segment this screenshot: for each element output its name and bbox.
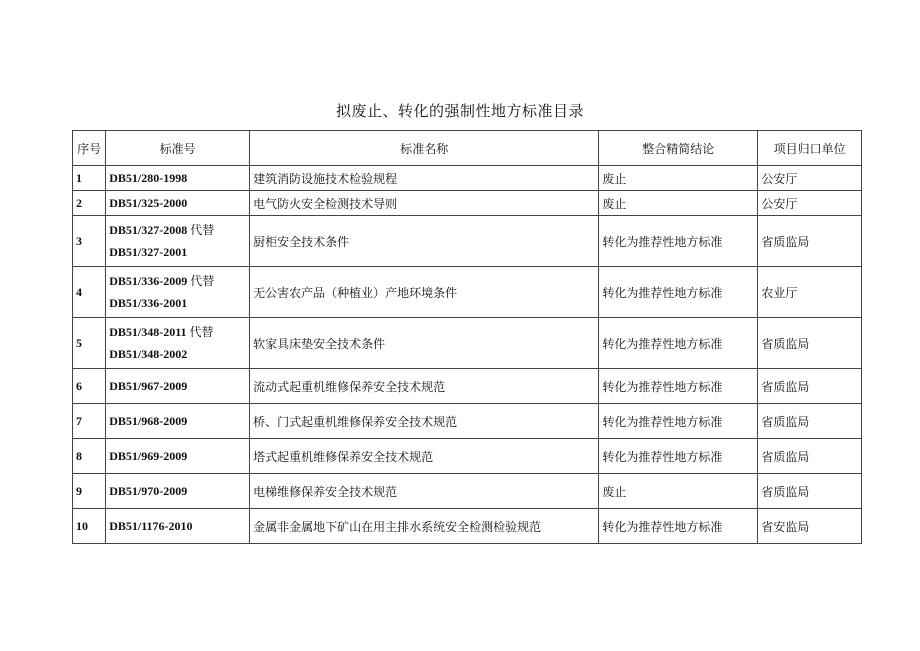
cell-standard-number [106,166,250,191]
standard-number: DB51/327-2008 [109,223,188,237]
cell-conclusion: 转化为推荐性地方标准 [599,369,758,404]
cell-conclusion: 转化为推荐性地方标准 [599,509,758,544]
cell-standard-name: 桥、门式起重机维修保养安全技术规范 [250,404,599,439]
table-row [73,216,862,267]
cell-standard-number [106,216,250,267]
cell-unit: 省质监局 [758,474,862,509]
cell-no: 6 [73,369,106,404]
standard-number: DB51/280-1998 [109,171,188,185]
table-row [73,318,862,369]
cell-standard-name: 金属非金属地下矿山在用主排水系统安全检测检验规范 [250,509,599,544]
cell-unit: 省质监局 [758,369,862,404]
cell-unit: 公安厅 [758,191,862,216]
standard-number: DB51/1176-2010 [109,519,193,533]
table-row [73,267,862,318]
table-row [73,369,862,404]
cell-standard-name: 电梯维修保养安全技术规范 [250,474,599,509]
cell-unit: 省质监局 [758,439,862,474]
cell-standard-number [106,369,250,404]
cell-unit: 省安监局 [758,509,862,544]
standard-number: DB51/967-2009 [109,379,188,393]
table-row [73,404,862,439]
cell-standard-name: 无公害农产品（种植业）产地环境条件 [250,267,599,318]
cell-standard-name: 流动式起重机维修保养安全技术规范 [250,369,599,404]
cell-standard-number [106,191,250,216]
standards-table [72,130,862,544]
replaced-standard-number: DB51/336-2001 [109,296,188,310]
table-row [73,191,862,216]
replaces-label: 代替 [189,325,214,339]
cell-conclusion: 废止 [599,474,758,509]
cell-conclusion: 转化为推荐性地方标准 [599,439,758,474]
table-row [73,474,862,509]
cell-no: 8 [73,439,106,474]
standard-number: DB51/325-2000 [109,196,188,210]
cell-no: 10 [73,509,106,544]
cell-conclusion: 转化为推荐性地方标准 [599,318,758,369]
cell-standard-number [106,474,250,509]
standard-number: DB51/336-2009 [109,274,188,288]
standard-number: DB51/968-2009 [109,414,188,428]
header-standard-name: 标准名称 [250,131,599,166]
cell-unit: 省质监局 [758,318,862,369]
standard-number: DB51/970-2009 [109,484,188,498]
cell-no: 1 [73,166,106,191]
cell-conclusion: 转化为推荐性地方标准 [599,216,758,267]
cell-standard-name: 建筑消防设施技术检验规程 [250,166,599,191]
header-conclusion: 整合精简结论 [599,131,758,166]
table-row [73,439,862,474]
cell-no: 7 [73,404,106,439]
cell-standard-name: 厨柜安全技术条件 [250,216,599,267]
document-title: 拟废止、转化的强制性地方标准目录 [335,102,584,120]
cell-conclusion: 废止 [599,191,758,216]
cell-no: 3 [73,216,106,267]
replaces-label: 代替 [190,223,215,237]
cell-standard-name: 电气防火安全检测技术导则 [250,191,599,216]
cell-standard-number [106,267,250,318]
cell-unit: 公安厅 [758,166,862,191]
header-no: 序号 [73,131,106,166]
cell-conclusion: 转化为推荐性地方标准 [599,404,758,439]
table-row [73,509,862,544]
standard-number: DB51/969-2009 [109,449,188,463]
table-row [73,166,862,191]
cell-no: 5 [73,318,106,369]
header-standard-number: 标准号 [106,131,250,166]
cell-standard-number [106,404,250,439]
cell-unit: 农业厅 [758,267,862,318]
cell-no: 2 [73,191,106,216]
replaced-standard-number: DB51/348-2002 [109,347,188,361]
cell-standard-name: 软家具床垫安全技术条件 [250,318,599,369]
cell-conclusion: 转化为推荐性地方标准 [599,267,758,318]
cell-standard-number [106,509,250,544]
cell-unit: 省质监局 [758,404,862,439]
cell-conclusion: 废止 [599,166,758,191]
header-unit: 项目归口单位 [758,131,862,166]
cell-standard-number [106,318,250,369]
replaced-standard-number: DB51/327-2001 [109,245,188,259]
standard-number: DB51/348-2011 [109,325,187,339]
cell-standard-number [106,439,250,474]
cell-no: 4 [73,267,106,318]
replaces-label: 代替 [190,274,215,288]
cell-unit: 省质监局 [758,216,862,267]
table-header-row [73,131,862,166]
cell-standard-name: 塔式起重机维修保养安全技术规范 [250,439,599,474]
cell-no: 9 [73,474,106,509]
